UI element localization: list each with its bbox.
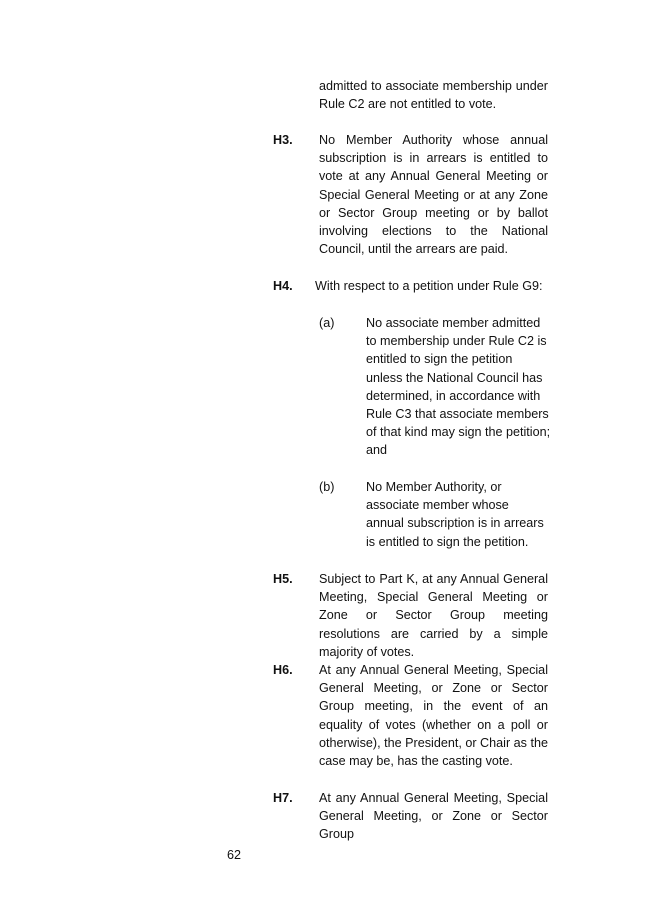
sub-item-text-b: No Member Authority, or associate member whose annual subscription is in arrears is entitled to sign the petition.	[366, 480, 544, 549]
clause-text-h7: At any Annual General Meeting, Special General Meeting, or Zone or Sector Group	[319, 791, 548, 842]
continuation-text: admitted to associate membership under Rule C2 are not entitled to vote.	[319, 79, 548, 112]
sub-item-label-b: (b)	[319, 480, 335, 494]
sub-item-label-a: (a)	[319, 316, 335, 330]
clause-number-h4: H4.	[273, 279, 293, 293]
clause-number-h6: H6.	[273, 663, 293, 677]
clause-text-h4: With respect to a petition under Rule G9:	[315, 279, 543, 293]
clause-number-h7: H7.	[273, 791, 293, 805]
clause-number-h3: H3.	[273, 133, 293, 147]
clause-text-h3: No Member Authority whose annual subscription is in arrears is entitled to vote at any Annual General Meeting or Special General Meeting or at any Zone or Sector Group meeting or by ballot involving elections to the National Council, until the arrears are paid.	[319, 133, 548, 257]
clause-text-h5: Subject to Part K, at any Annual General Meeting, Special General Meeting or Zone or Sector Group meeting resolutions are carried by a simple majority of votes.	[319, 572, 548, 659]
clause-number-h5: H5.	[273, 572, 293, 586]
sub-item-text-a: No associate member admitted to membership under Rule C2 is entitled to sign the petition unless the National Council has determined, in accordance with Rule C3 that associate members of that kind may sign the petition; and	[366, 316, 551, 458]
page-number: 62	[227, 848, 242, 862]
clause-text-h6: At any Annual General Meeting, Special General Meeting, or Zone or Sector Group meeting, in the event of an equality of votes (whether on a poll or otherwise), the President, or Chair as the case may be, has the casting vote.	[319, 663, 548, 769]
